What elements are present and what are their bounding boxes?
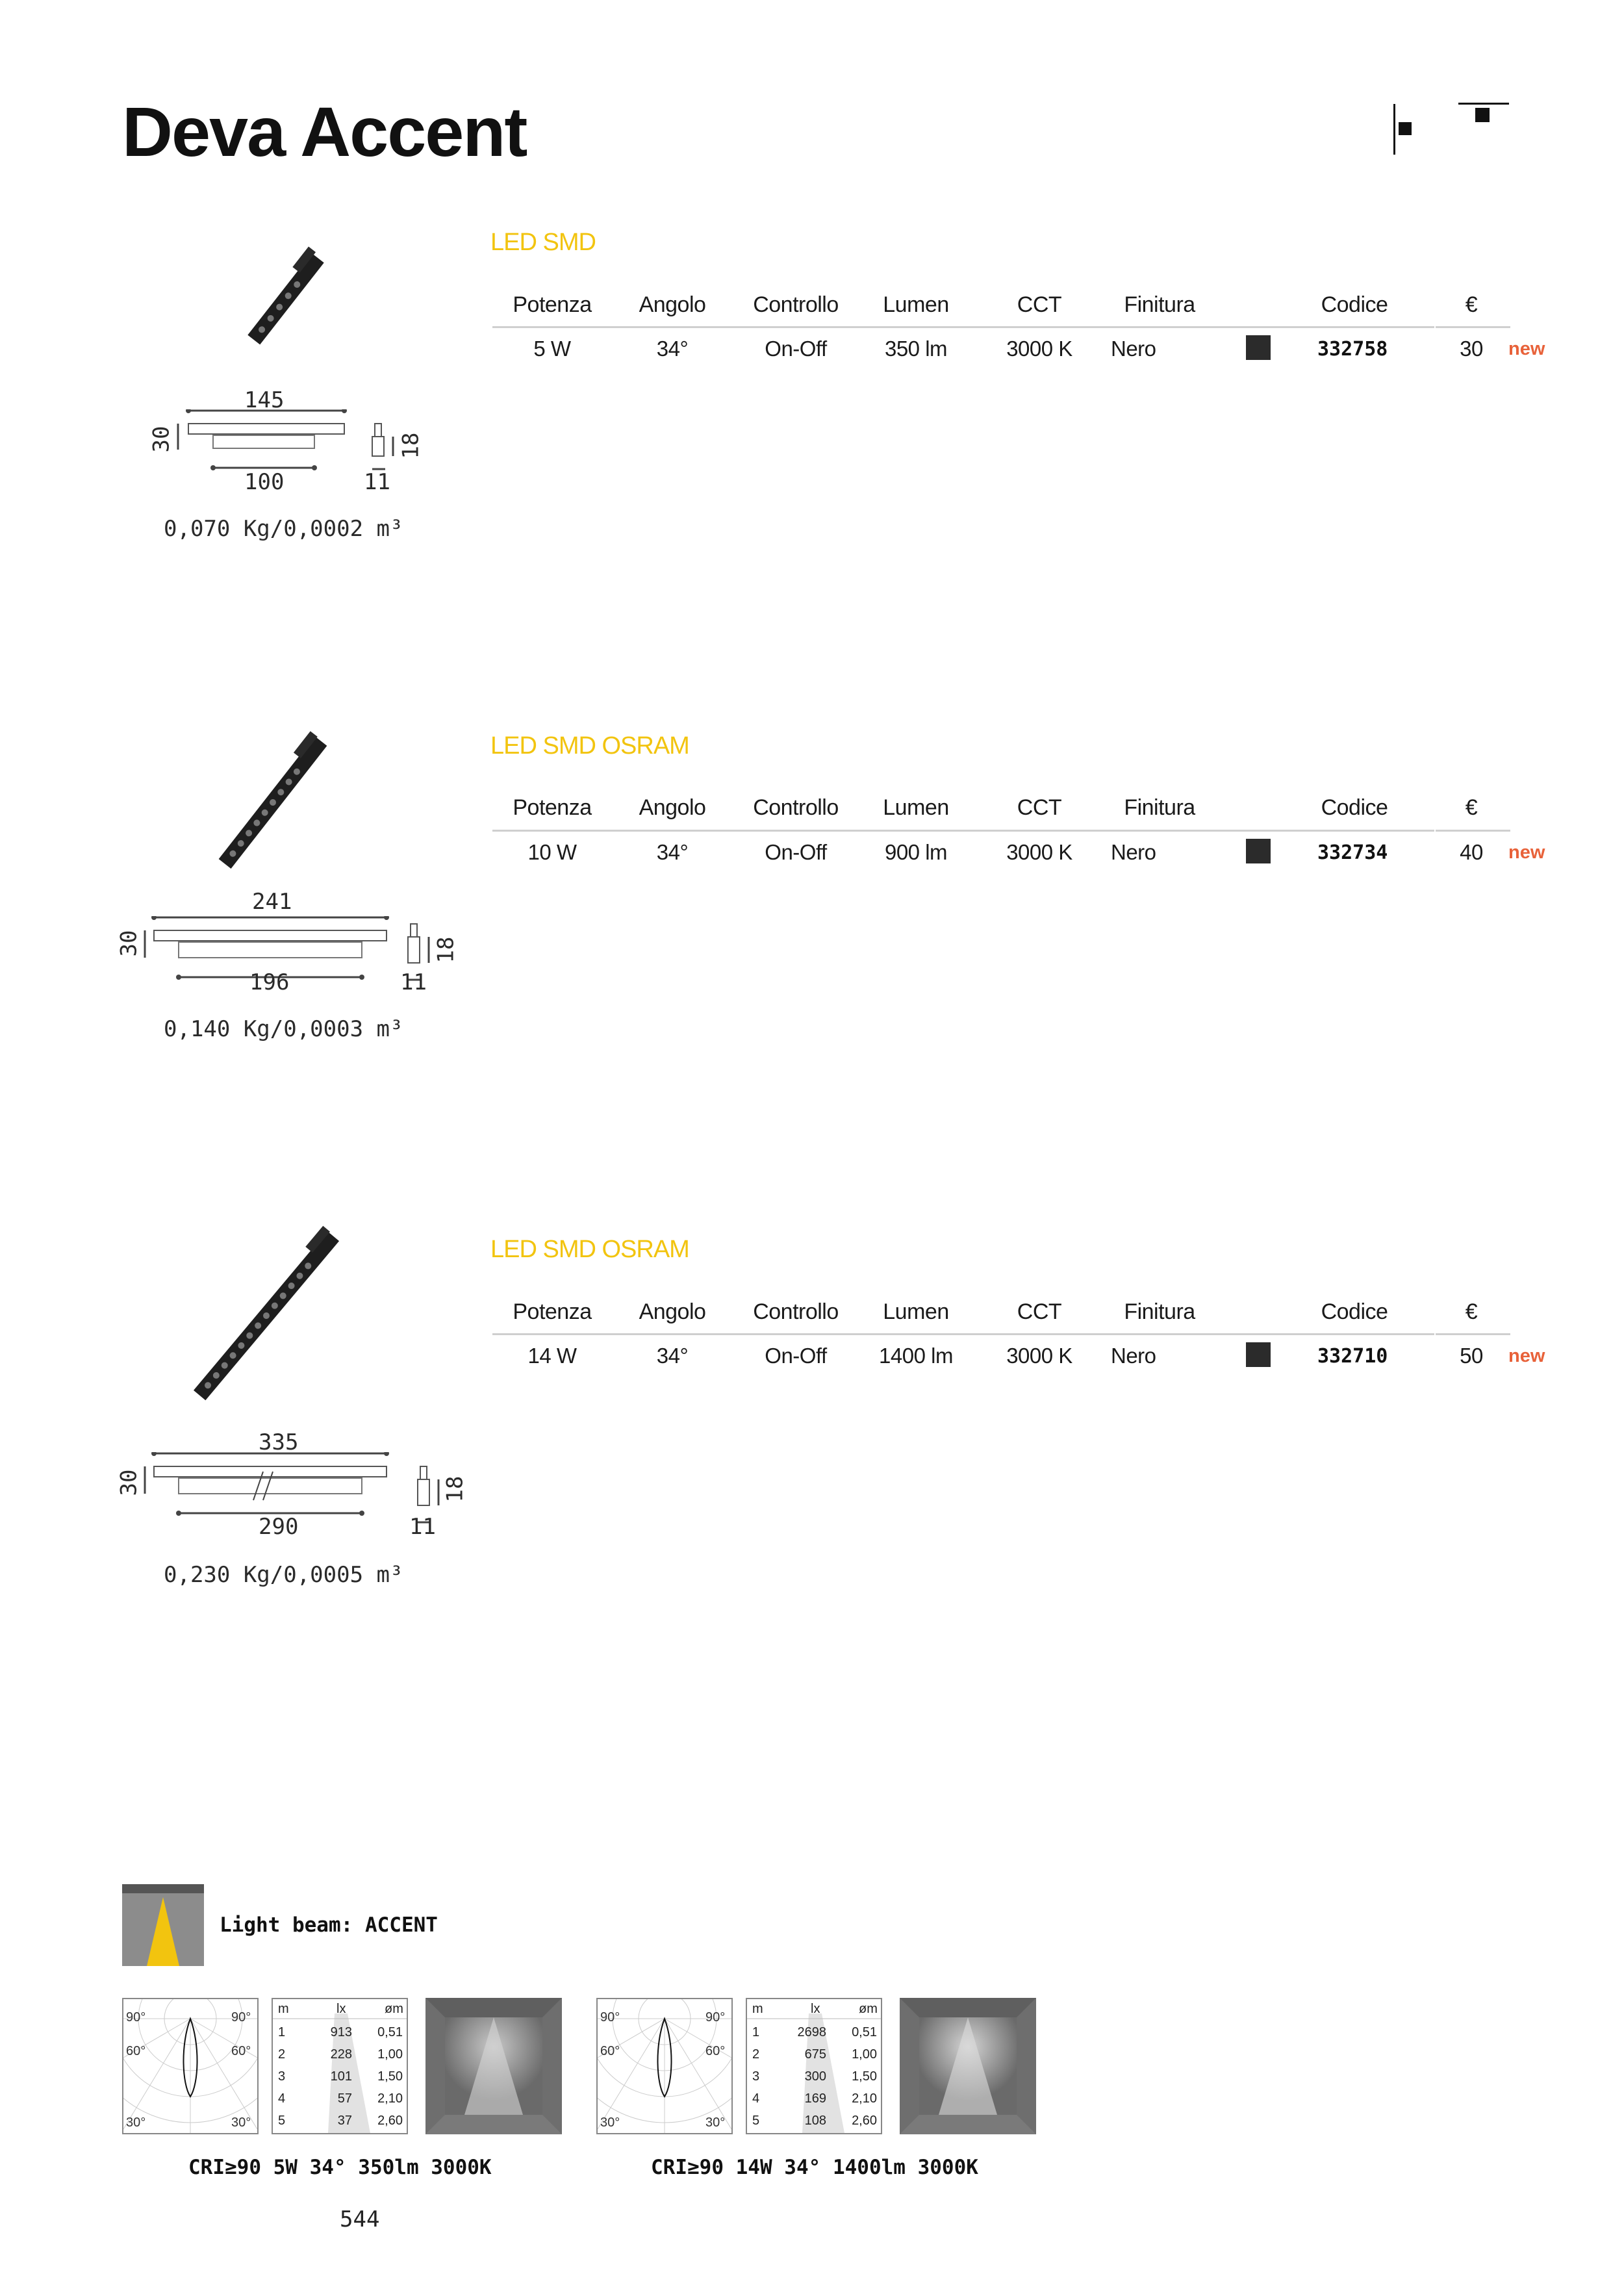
polar-label-90-left: 90° [126, 2010, 146, 2025]
header-codice: Codice [1321, 1299, 1388, 1324]
polar-label-30-right: 30° [231, 2115, 251, 2130]
header-lumen: Lumen [883, 1299, 949, 1324]
photometry-caption: CRI≥90 5W 34° 350lm 3000K [188, 2156, 492, 2179]
cell-cct: 3000 K [1006, 1344, 1072, 1368]
product-image [166, 1208, 367, 1423]
header-controllo: Controllo [753, 1299, 839, 1324]
ceiling-mount-icon [1458, 103, 1510, 129]
cell-price: 30 [1460, 337, 1483, 361]
header-lx: lx [336, 2002, 346, 2016]
dim-depth: 18 [442, 1476, 468, 1503]
cell-potenza: 10 W [527, 840, 577, 864]
section-title: LED SMD OSRAM [490, 1236, 689, 1263]
header-price: € [1465, 795, 1478, 820]
dim-height: 30 [148, 426, 175, 453]
weight-volume: 0,070 Kg/0,0002 m³ [164, 516, 403, 542]
cell-angolo: 34° [656, 840, 689, 864]
page-title: Deva Accent [122, 92, 527, 171]
header-angolo: Angolo [639, 292, 706, 317]
dim-inner: 100 [244, 469, 285, 495]
polar-label-60-right: 60° [705, 2044, 726, 2058]
product-code: 332758 [1317, 338, 1388, 361]
polar-label-30-left: 30° [126, 2115, 146, 2130]
header-cct: CCT [1017, 1299, 1062, 1324]
dim-width: 11 [364, 469, 390, 495]
photometry-caption: CRI≥90 14W 34° 1400lm 3000K [651, 2156, 978, 2179]
wall-mount-icon [1393, 104, 1419, 156]
cell-angolo: 34° [656, 337, 689, 361]
header-finitura: Finitura [1124, 1299, 1195, 1324]
polar-label-30-right: 30° [705, 2115, 726, 2130]
cell-controllo: On-Off [765, 337, 827, 361]
polar-label-90-right: 90° [231, 2010, 251, 2025]
cell-lumen: 350 lm [884, 337, 948, 361]
header-om: øm [859, 2002, 878, 2016]
price-rule [1436, 1333, 1510, 1335]
cell-price: 50 [1460, 1344, 1483, 1368]
header-price: € [1465, 1299, 1478, 1324]
table-rule [492, 1333, 1434, 1335]
section-title: LED SMD [490, 229, 596, 256]
header-m: m [278, 2002, 289, 2016]
weight-volume: 0,230 Kg/0,0005 m³ [164, 1562, 403, 1588]
header-codice: Codice [1321, 795, 1388, 820]
header-controllo: Controllo [753, 292, 839, 317]
product-image [227, 240, 344, 357]
header-price: € [1465, 292, 1478, 317]
header-om: øm [385, 2002, 403, 2016]
dim-length: 241 [252, 889, 292, 915]
dimension-drawing [140, 1452, 393, 1524]
cell-controllo: On-Off [765, 840, 827, 864]
header-finitura: Finitura [1124, 292, 1195, 317]
product-code: 332710 [1317, 1345, 1388, 1368]
dim-height: 30 [116, 1469, 142, 1496]
product-code: 332734 [1317, 841, 1388, 864]
header-lumen: Lumen [883, 795, 949, 820]
cell-potenza: 14 W [527, 1344, 577, 1368]
dim-width: 11 [409, 1514, 436, 1540]
dim-inner: 196 [249, 969, 290, 995]
cell-lumen: 900 lm [884, 840, 948, 864]
beam-render-photo [425, 1998, 562, 2134]
dim-height: 30 [116, 930, 142, 957]
header-angolo: Angolo [639, 795, 706, 820]
price-rule [1436, 326, 1510, 328]
cell-cct: 3000 K [1006, 337, 1072, 361]
polar-label-60-left: 60° [600, 2044, 620, 2058]
cell-finitura: Nero [1111, 1344, 1156, 1368]
table-rule [492, 326, 1434, 328]
header-potenza: Potenza [513, 292, 592, 317]
header-finitura: Finitura [1124, 795, 1195, 820]
header-codice: Codice [1321, 292, 1388, 317]
dim-inner: 290 [259, 1514, 299, 1540]
new-badge: new [1508, 339, 1545, 359]
cell-price: 40 [1460, 840, 1483, 864]
header-cct: CCT [1017, 795, 1062, 820]
weight-volume: 0,140 Kg/0,0003 m³ [164, 1016, 403, 1042]
header-angolo: Angolo [639, 1299, 706, 1324]
cell-lumen: 1400 lm [879, 1344, 953, 1368]
illuminance-table: m lx øm 1 913 0,51 2 228 1,00 3 101 1,50 4 57 2,10 5 37 2,60 [272, 1998, 408, 2134]
illuminance-table: m lx øm 1 2698 0,51 2 675 1,00 3 300 1,50 4 169 2,10 5 108 2,60 [746, 1998, 882, 2134]
header-controllo: Controllo [753, 795, 839, 820]
finish-swatch [1246, 335, 1271, 360]
price-rule [1436, 830, 1510, 832]
finish-swatch [1246, 839, 1271, 863]
finish-swatch [1246, 1342, 1271, 1367]
polar-label-90-left: 90° [600, 2010, 620, 2025]
section-title: LED SMD OSRAM [490, 732, 689, 760]
dim-width: 11 [400, 969, 427, 995]
cell-finitura: Nero [1111, 840, 1156, 864]
beam-render-photo [900, 1998, 1036, 2134]
cell-finitura: Nero [1111, 337, 1156, 361]
header-potenza: Potenza [513, 795, 592, 820]
cell-angolo: 34° [656, 1344, 689, 1368]
dim-depth: 18 [433, 936, 459, 964]
table-rule [492, 830, 1434, 832]
new-badge: new [1508, 1346, 1545, 1366]
polar-label-30-left: 30° [600, 2115, 620, 2130]
polar-label-60-left: 60° [126, 2044, 146, 2058]
header-lx: lx [811, 2002, 820, 2016]
header-potenza: Potenza [513, 1299, 592, 1324]
light-beam-label: Light beam: ACCENT [220, 1913, 438, 1937]
dim-depth: 18 [398, 432, 424, 459]
light-beam-icon [122, 1884, 204, 1966]
cell-controllo: On-Off [765, 1344, 827, 1368]
header-m: m [752, 2002, 763, 2016]
polar-label-60-right: 60° [231, 2044, 251, 2058]
header-cct: CCT [1017, 292, 1062, 317]
cell-potenza: 5 W [533, 337, 571, 361]
dim-length: 335 [259, 1429, 299, 1455]
product-image [192, 721, 354, 884]
polar-label-90-right: 90° [705, 2010, 726, 2025]
cell-cct: 3000 K [1006, 840, 1072, 864]
dim-length: 145 [244, 387, 285, 413]
page-number: 544 [340, 2206, 380, 2232]
new-badge: new [1508, 842, 1545, 863]
header-lumen: Lumen [883, 292, 949, 317]
